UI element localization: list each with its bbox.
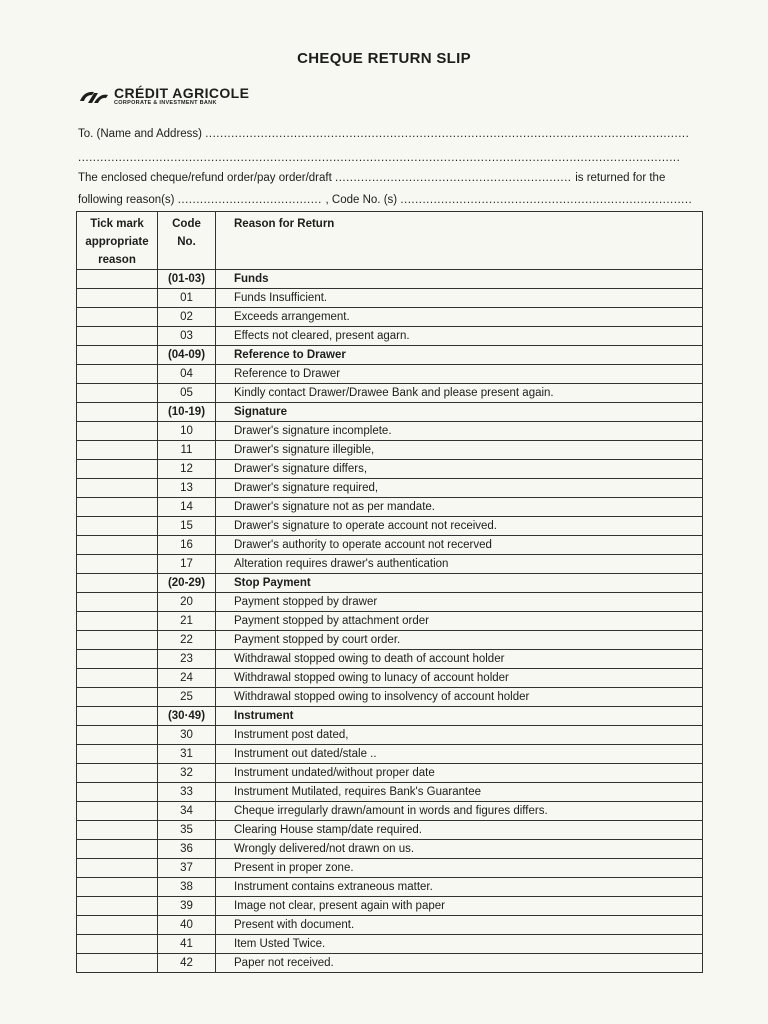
tick-cell[interactable] xyxy=(77,384,158,403)
code-cell: 04 xyxy=(158,365,216,384)
code-cell: 32 xyxy=(158,764,216,783)
code-cell: 10 xyxy=(158,422,216,441)
code-cell: 17 xyxy=(158,555,216,574)
table-row xyxy=(77,441,703,460)
tick-cell[interactable] xyxy=(77,859,158,878)
tick-cell[interactable] xyxy=(77,498,158,517)
tick-cell[interactable] xyxy=(77,669,158,688)
reason-cell: Reference to Drawer xyxy=(216,365,703,384)
table-row xyxy=(77,916,703,935)
tick-cell[interactable] xyxy=(77,897,158,916)
reason-cell: Funds Insufficient. xyxy=(216,289,703,308)
tick-cell[interactable] xyxy=(77,612,158,631)
tick-cell[interactable] xyxy=(77,555,158,574)
code-no-field[interactable]: ............................................................................... xyxy=(400,194,693,206)
table-row xyxy=(77,764,703,783)
tick-cell xyxy=(77,574,158,593)
reason-cell: Drawer's signature illegible, xyxy=(216,441,703,460)
reason-cell: Alteration requires drawer's authentication xyxy=(216,555,703,574)
table-row xyxy=(77,422,703,441)
reason-cell: Withdrawal stopped owing to death of account holder xyxy=(216,650,703,669)
table-row xyxy=(77,821,703,840)
code-cell: 13 xyxy=(158,479,216,498)
tick-cell[interactable] xyxy=(77,441,158,460)
tick-cell[interactable] xyxy=(77,460,158,479)
tick-cell[interactable] xyxy=(77,479,158,498)
reason-rows xyxy=(77,270,703,973)
table-row xyxy=(77,289,703,308)
credit-agricole-logo-icon xyxy=(78,87,110,107)
reason-cell: Image not clear, present again with paper xyxy=(216,897,703,916)
table-row xyxy=(77,840,703,859)
code-cell: 14 xyxy=(158,498,216,517)
table-row xyxy=(77,688,703,707)
table-row xyxy=(77,897,703,916)
reason-cell: Kindly contact Drawer/Drawee Bank and please present again. xyxy=(216,384,703,403)
table-row xyxy=(77,650,703,669)
reason-cell: Drawer's authority to operate account not recerved xyxy=(216,536,703,555)
reason-header: Reason for Return xyxy=(216,212,703,270)
code-cell: 31 xyxy=(158,745,216,764)
code-cell: 24 xyxy=(158,669,216,688)
tick-cell[interactable] xyxy=(77,878,158,897)
reason-cell: Drawer's signature required, xyxy=(216,479,703,498)
tick-cell xyxy=(77,270,158,289)
code-cell: 33 xyxy=(158,783,216,802)
table-row xyxy=(77,536,703,555)
table-row xyxy=(77,479,703,498)
reason-cell: Instrument undated/without proper date xyxy=(216,764,703,783)
reason-cell: Drawer's signature to operate account not received. xyxy=(216,517,703,536)
code-cell: 03 xyxy=(158,327,216,346)
table-row xyxy=(77,612,703,631)
tick-cell[interactable] xyxy=(77,745,158,764)
code-no-label: , Code No. (s) xyxy=(325,194,398,206)
tick-cell[interactable] xyxy=(77,593,158,612)
tick-cell[interactable] xyxy=(77,422,158,441)
reason-group-row xyxy=(77,346,703,365)
table-row xyxy=(77,783,703,802)
following-reasons-label: following reason(s) xyxy=(78,194,175,206)
table-row xyxy=(77,859,703,878)
enclosed-instrument-line xyxy=(78,172,665,184)
tick-cell xyxy=(77,403,158,422)
code-cell: 39 xyxy=(158,897,216,916)
to-address-label: To. (Name and Address) xyxy=(78,128,203,140)
reason-cell: Instrument xyxy=(216,707,703,726)
reason-cell: Present with document. xyxy=(216,916,703,935)
bank-name: CRÉDIT AGRICOLE xyxy=(114,85,250,101)
tick-cell[interactable] xyxy=(77,289,158,308)
tick-cell[interactable] xyxy=(77,327,158,346)
code-cell: 02 xyxy=(158,308,216,327)
tick-cell[interactable] xyxy=(77,935,158,954)
reason-cell: Item Usted Twice. xyxy=(216,935,703,954)
reason-group-row xyxy=(77,707,703,726)
code-cell: (04-09) xyxy=(158,346,216,365)
table-row xyxy=(77,802,703,821)
tick-cell[interactable] xyxy=(77,631,158,650)
tick-cell[interactable] xyxy=(77,688,158,707)
instrument-field[interactable]: ................................................................ xyxy=(335,172,576,184)
reason-cell: Exceeds arrangement. xyxy=(216,308,703,327)
tick-cell[interactable] xyxy=(77,517,158,536)
code-cell: 36 xyxy=(158,840,216,859)
reason-group-row xyxy=(77,270,703,289)
tick-cell[interactable] xyxy=(77,764,158,783)
reason-cell: Paper not received. xyxy=(216,954,703,973)
code-cell: 05 xyxy=(158,384,216,403)
return-reasons-table xyxy=(76,211,703,973)
reason-cell: Drawer's signature not as per mandate. xyxy=(216,498,703,517)
table-row xyxy=(77,745,703,764)
tick-cell[interactable] xyxy=(77,783,158,802)
tick-cell[interactable] xyxy=(77,308,158,327)
to-address-field[interactable]: ................................................................................................................................... xyxy=(205,128,690,140)
reason-cell: Instrument out dated/stale .. xyxy=(216,745,703,764)
to-address-line xyxy=(78,128,689,140)
bank-division: CORPORATE & INVESTMENT BANK xyxy=(114,100,217,106)
tick-header: Tick mark appropriate reason xyxy=(77,212,158,270)
table-row xyxy=(77,954,703,973)
code-cell: 01 xyxy=(158,289,216,308)
table-row xyxy=(77,631,703,650)
tick-cell[interactable] xyxy=(77,536,158,555)
table-row xyxy=(77,555,703,574)
reason-cell: Withdrawal stopped owing to lunacy of account holder xyxy=(216,669,703,688)
tick-cell[interactable] xyxy=(77,650,158,669)
code-cell: 40 xyxy=(158,916,216,935)
address-continuation-line[interactable]: ................................................................................................................................................................... xyxy=(78,152,681,164)
code-cell: (10-19) xyxy=(158,403,216,422)
reason-group-row xyxy=(77,574,703,593)
code-cell: 37 xyxy=(158,859,216,878)
code-cell: (30·49) xyxy=(158,707,216,726)
reason-cell: Funds xyxy=(216,270,703,289)
reason-cell: Reference to Drawer xyxy=(216,346,703,365)
table-row xyxy=(77,327,703,346)
code-cell: 11 xyxy=(158,441,216,460)
enclosed-label: The enclosed cheque/refund order/pay order/draft xyxy=(78,172,332,184)
code-cell: 25 xyxy=(158,688,216,707)
tick-cell[interactable] xyxy=(77,840,158,859)
code-cell: 12 xyxy=(158,460,216,479)
reason-cell: Instrument contains extraneous matter. xyxy=(216,878,703,897)
reason-cell: Withdrawal stopped owing to insolvency of account holder xyxy=(216,688,703,707)
table-row xyxy=(77,935,703,954)
code-cell: 34 xyxy=(158,802,216,821)
reason-cell: Cheque irregularly drawn/amount in words and figures differs. xyxy=(216,802,703,821)
bank-logo xyxy=(78,86,249,107)
reason-cell: Instrument post dated, xyxy=(216,726,703,745)
reason-cell: Stop Payment xyxy=(216,574,703,593)
reason-cell: Drawer's signature differs, xyxy=(216,460,703,479)
reason-cell: Drawer's signature incomplete. xyxy=(216,422,703,441)
table-row xyxy=(77,517,703,536)
code-cell: 41 xyxy=(158,935,216,954)
tick-cell xyxy=(77,346,158,365)
code-cell: 42 xyxy=(158,954,216,973)
page-title: CHEQUE RETURN SLIP xyxy=(297,50,471,67)
table-row xyxy=(77,669,703,688)
reason-cell: Present in proper zone. xyxy=(216,859,703,878)
table-row xyxy=(77,593,703,612)
table-row xyxy=(77,498,703,517)
reason-cell: Payment stopped by attachment order xyxy=(216,612,703,631)
tick-cell[interactable] xyxy=(77,365,158,384)
reason-cell: Clearing House stamp/date required. xyxy=(216,821,703,840)
reason-cell: Wrongly delivered/not drawn on us. xyxy=(216,840,703,859)
reason-cell: Signature xyxy=(216,403,703,422)
table-row xyxy=(77,308,703,327)
table-row xyxy=(77,460,703,479)
tick-cell[interactable] xyxy=(77,802,158,821)
reason-cell: Effects not cleared, present agarn. xyxy=(216,327,703,346)
table-header-row xyxy=(77,212,703,270)
tick-cell[interactable] xyxy=(77,726,158,745)
code-cell: 30 xyxy=(158,726,216,745)
table-row xyxy=(77,726,703,745)
reason-code-line xyxy=(78,194,692,206)
code-cell: (20-29) xyxy=(158,574,216,593)
reason-cell: Instrument Mutilated, requires Bank's Guarantee xyxy=(216,783,703,802)
code-cell: 15 xyxy=(158,517,216,536)
code-cell: 21 xyxy=(158,612,216,631)
table-row xyxy=(77,365,703,384)
code-cell: 16 xyxy=(158,536,216,555)
table-row xyxy=(77,878,703,897)
tick-cell[interactable] xyxy=(77,954,158,973)
tick-cell[interactable] xyxy=(77,821,158,840)
reason-group-row xyxy=(77,403,703,422)
code-cell: 20 xyxy=(158,593,216,612)
reason-cell: Payment stopped by drawer xyxy=(216,593,703,612)
tick-cell xyxy=(77,707,158,726)
returned-label: is returned for the xyxy=(575,172,666,184)
code-cell: 35 xyxy=(158,821,216,840)
reasons-field[interactable]: ....................................... xyxy=(177,194,326,206)
code-header: Code No. xyxy=(158,212,216,270)
code-cell: (01-03) xyxy=(158,270,216,289)
code-cell: 23 xyxy=(158,650,216,669)
table-row xyxy=(77,384,703,403)
reason-cell: Payment stopped by court order. xyxy=(216,631,703,650)
code-cell: 22 xyxy=(158,631,216,650)
tick-cell[interactable] xyxy=(77,916,158,935)
code-cell: 38 xyxy=(158,878,216,897)
